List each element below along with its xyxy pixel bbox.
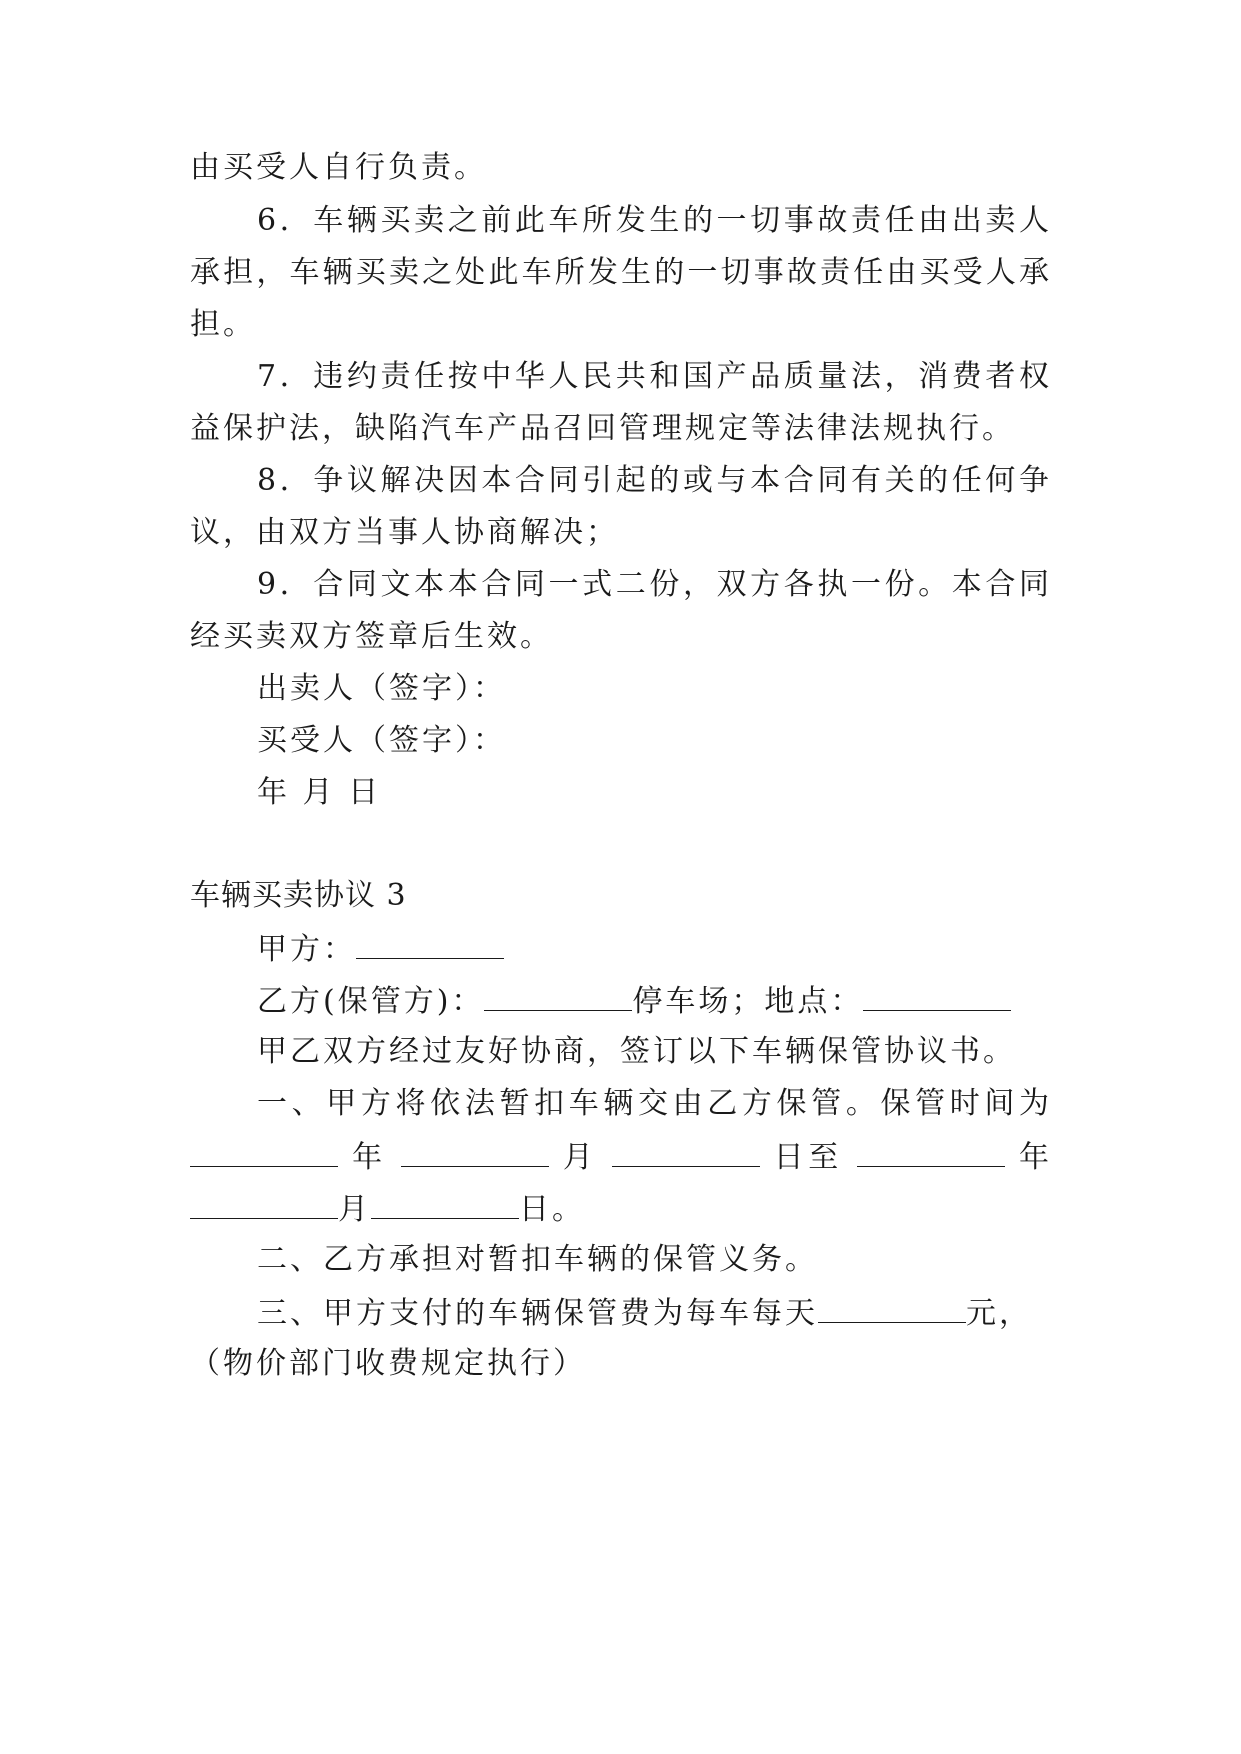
clause-6-line-3: 担。 [190, 307, 256, 342]
day-to-label: 日至 [773, 1140, 843, 1175]
clause-1-date-range [190, 1138, 1052, 1178]
location-blank [863, 982, 1011, 1011]
year-label: 年 [352, 1140, 387, 1175]
end-day-blank [371, 1190, 519, 1219]
seller-signature-label: 出卖人（签字）： [257, 671, 506, 706]
parking-label: 停车场；地点： [632, 984, 864, 1019]
end-month-label: 月 [338, 1192, 371, 1227]
clause-2: 二、乙方承担对暂扣车辆的保管义务。 [257, 1242, 818, 1277]
agreement-intro: 甲乙双方经过友好协商，签订以下车辆保管协议书。 [257, 1034, 1016, 1069]
party-b-label: 乙方(保管方)： [257, 984, 485, 1019]
party-a-label: 甲方： [257, 932, 356, 967]
clause-3-line-2: （物价部门收费规定执行） [190, 1346, 586, 1381]
end-year-label: 年 [1019, 1140, 1053, 1175]
party-a-blank [356, 930, 504, 959]
clause-6-line-1: 6．车辆买卖之前此车所发生的一切事故责任由出卖人 [257, 203, 1052, 238]
end-month-blank [190, 1190, 338, 1219]
clause-6-line-2: 承担，车辆买卖之处此车所发生的一切事故责任由买受人承 [190, 255, 1052, 290]
clause-7-line-1: 7．违约责任按中华人民共和国产品质量法，消费者权 [257, 359, 1052, 394]
clause-9-line-1: 9．合同文本本合同一式二份，双方各执一份。本合同 [257, 567, 1052, 602]
party-a-row [257, 930, 1052, 970]
party-b-blank [484, 982, 632, 1011]
start-month-blank [401, 1138, 549, 1167]
agreement-3-title: 车辆买卖协议 3 [190, 878, 407, 913]
fee-blank [818, 1294, 966, 1323]
start-year-blank [190, 1138, 338, 1167]
buyer-signature-label: 买受人（签字）： [257, 723, 506, 758]
clause-7-line-2: 益保护法，缺陷汽车产品召回管理规定等法律法规执行。 [190, 411, 1015, 446]
date-label: 年 月 日 [257, 775, 382, 810]
start-day-blank [612, 1138, 760, 1167]
month-label: 月 [562, 1140, 598, 1175]
end-day-label: 日。 [519, 1192, 585, 1227]
clause-1-line-1: 一、甲方将依法暂扣车辆交由乙方保管。保管时间为 [257, 1086, 1052, 1121]
text-line: 由买受人自行负责。 [190, 150, 487, 185]
clause-3-text: 三、甲方支付的车辆保管费为每车每天 [257, 1296, 818, 1331]
clause-9-line-2: 经买卖双方签章后生效。 [190, 619, 553, 654]
clause-3-line-1 [257, 1294, 1052, 1334]
fee-unit: 元， [966, 1296, 1032, 1331]
end-year-blank [857, 1138, 1005, 1167]
party-b-row [257, 982, 1052, 1022]
clause-8-line-2: 议，由双方当事人协商解决； [190, 515, 619, 550]
clause-8-line-1: 8．争议解决因本合同引起的或与本合同有关的任何争 [257, 463, 1052, 498]
clause-1-end-date [190, 1190, 1052, 1230]
